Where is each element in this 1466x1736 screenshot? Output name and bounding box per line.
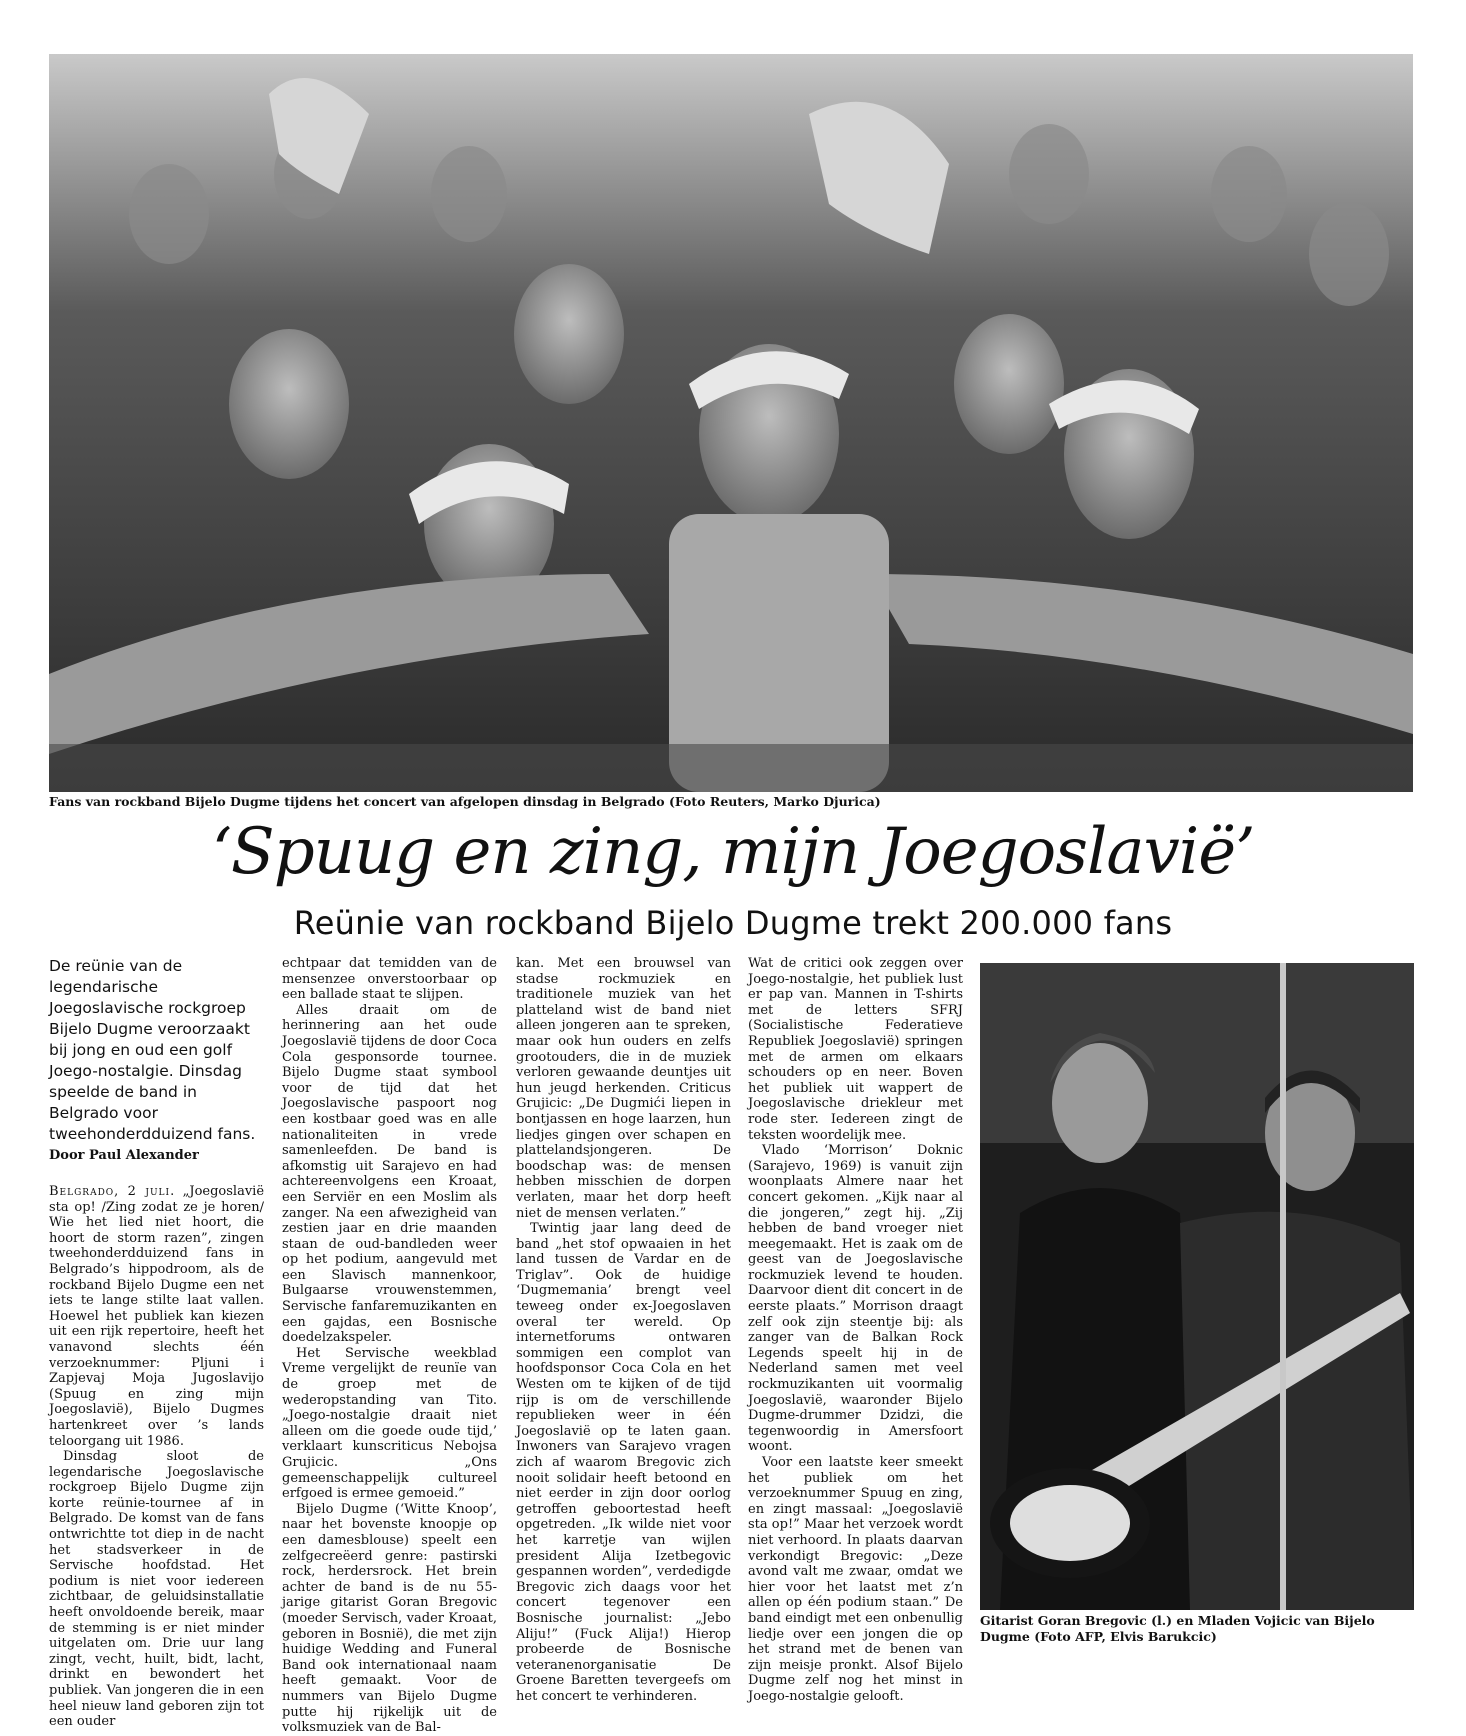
- paragraph: Voor een laatste keer smeekt het publiek om het verzoeknummer Spuug en zing, en zingt massaal: „Joegoslavië sta op!” Maar het verzoek wordt niet verhoord. In plaats daarvan verkondigt Bregovic: „Deze avond valt me zwaar, omdat we hier voor het laatst met z’n allen op één podium staan.” De band eindigt met een onbenullig liedje over een jongen die op het strand met de benen van zijn meisje pronkt. Alsof Bijelo Dugme zelf nog het minst in Joego-nostalgie gelooft.: [748, 1455, 963, 1704]
- paragraph: Dinsdag sloot de legendarische Joegoslavische rockgroep Bijelo Dugme zijn korte reünie-tournee af in Belgrado. De komst van de fans ontwrichtte tot diep in de nacht het stadsverkeer in de Servische hoofdstad. Het podium is niet voor iedereen zichtbaar, de geluidsinstallatie heeft onvoldoende bereik, maar de stemming is er niet minder uitgelaten om. Drie uur lang zingt, vecht, huilt, bidt, lacht, drinkt en bewondert het publiek. Van jongeren die in een heel nieuw land geboren zijn tot een ouder: [49, 1449, 264, 1730]
- paragraph: Het Servische weekblad Vreme vergelijkt de reunïe van de groep met de wederopstanding van Tito. „Joego-nostalgie draait niet alleen om die goede oude tijd,’ verklaart kunscriticus Nebojsa Grujicic. „Ons gemeenschappelijk cultureel erfgoed is ermee gemoeid.”: [282, 1345, 497, 1502]
- paragraph: Alles draait om de herinnering aan het oude Joegoslavië tijdens de door Coca Cola gesponsorde tournee. Bijelo Dugme staat symbool voor de tijd dat het Joegoslavische paspoort nog een kostbaar goed was en alle nationaliteiten in vrede samenleefden. De band is afkomstig uit Sarajevo en had achtereenvolgens een Kroaat, een Serviër en een Moslim als zanger. Na een afwezigheid van zestien jaar en drie maanden staan de oud-bandleden weer op het podium, aangevuld met een Slavisch mannenkoor, Bulgaarse vrouwenstemmen, Servische fanfaremuzikanten en een gajdas, een Bosnische doedelzakspeler.: [282, 1002, 497, 1346]
- photo-caption-side: Gitarist Goran Bregovic (l.) en Mladen Vojicic van Bijelo Dugme (Foto AFP, Elvis Barukcic): [980, 1613, 1375, 1644]
- author-line: Door Paul Alexander: [49, 1148, 199, 1163]
- band-photo: [980, 963, 1414, 1610]
- article-column-1: [49, 1184, 264, 1730]
- article-column-2: [282, 956, 497, 1736]
- headline: ‘Spuug en zing, mijn Joegoslavië’: [211, 815, 1255, 889]
- article-column-4: [748, 956, 963, 1705]
- subheadline: Reünie van rockband Bijelo Dugme trekt 200.000 fans: [293, 904, 1173, 942]
- paragraph: kan. Met een brouwsel van stadse rockmuziek en traditionele muziek van het platteland wist de band niet alleen jongeren aan te spreken, maar ook hun ouders en zelfs grootouders, die in de muziek verloren gewaande deuntjes uit hun jeugd herkenden. Criticus Grujicic: „De Dugmići liepen in bontjassen en hoge laarzen, hun liedjes gingen over schapen en plattelandsjongeren. De boodschap was: de mensen hebben misschien de dorpen verlaten, maar het dorp heeft niet de mensen verlaten.”: [516, 956, 731, 1221]
- article-column-3: [516, 956, 731, 1705]
- paragraph: Wat de critici ook zeggen over Joego-nostalgie, het publiek lust er pap van. Mannen in T-shirts met de letters SFRJ (Socialistische Federatieve Republiek Joegoslavië) springen met de armen om elkaars schouders op en neer. Boven het publiek uit wappert de Joegoslavische driekleur met rode ster. Iedereen zingt de teksten woordelijk mee.: [748, 956, 963, 1143]
- paragraph: Vlado ‘Morrison’ Doknic (Sarajevo, 1969) is vanuit zijn woonplaats Almere naar het concert gekomen. „Kijk naar al die jongeren,” zegt hij. „Zij hebben de band vroeger niet meegemaakt. Het is zaak om de geest van de Joegoslavische rockmuziek levend te houden. Daarvoor dient dit concert in de eerste plaats.” Morrison draagt zelf ook zijn steentje bij: als zanger van de Balkan Rock Legends speelt hij in de Nederland samen met veel rockmuzikanten uit voormalig Joegoslavië, waaronder Bijelo Dugme-drummer Dzidzi, die tegenwoordig in Amersfoort woont.: [748, 1143, 963, 1455]
- paragraph: Bijelo Dugme (‘Witte Knoop’, naar het bovenste knoopje op een damesblouse) speelt een zelfgecreëerd genre: pastirski rock, herdersrock. Het brein achter de band is de nu 55-jarige gitarist Goran Bregovic (moeder Servisch, vader Kroaat, geboren in Bosnië), die met zijn huidige Wedding and Funeral Band ook internationaal naam heeft gemaakt. Voor de nummers van Bijelo Dugme putte hij rijkelijk uit de volksmuziek van de Bal-: [282, 1501, 497, 1736]
- paragraph: „Joegoslavië sta op! /Zing zodat ze je horen/ Wie het lied niet hoort, die hoort de storm razen”, zingen tweehonderdduizend fans in Belgrado’s hippodroom, als de rockband Bijelo Dugme een net iets te lange stilte laat vallen. Hoewel het publiek kan kiezen uit een rijk repertoire, heeft het vanavond slechts één verzoeknummer: Pljuni i Zapjevaj Moja Jugoslavijo (Spuug en zing mijn Joegoslavië), Bijelo Dugmes hartenkreet over ’s lands teloorgang uit 1986.: [49, 1184, 265, 1449]
- crowd-photo: [49, 54, 1413, 792]
- paragraph: Twintig jaar lang deed de band „het stof opwaaien in het land tussen de Vardar en de Triglav”. Ook de huidige ‘Dugmemania’ brengt veel teweeg onder ex-Joegoslaven overal ter wereld. Op internetforums ontwaren sommigen een complot van hoofdsponsor Coca Cola en het Westen om te kijken of de tijd rijp is om de verschillende republieken weer in één Joegoslavië op te laten gaan. Inwoners van Sarajevo vragen zich af waarom Bregovic zich nooit solidair heeft betoond en niet eerder in zijn door oorlog getroffen geboortestad heeft opgetreden. „Ik wilde niet voor het karretje van wijlen president Alija Izetbegovic gespannen worden”, verdedigde Bregovic zich daags voor het concert tegenover een Bosnische journalist: „Jebo Aliju!” (Fuck Alija!) Hierop probeerde de Bosnische veteranenorganisatie De Groene Baretten tevergeefs om het concert te verhinderen.: [516, 1221, 731, 1704]
- photo-caption-top: Fans van rockband Bijelo Dugme tijdens het concert van afgelopen dinsdag in Belgrado (Foto Reuters, Marko Djurica): [49, 794, 881, 809]
- paragraph: echtpaar dat temidden van de mensenzee onverstoorbaar op een ballade staat te slijpen.: [282, 956, 497, 1003]
- intro-lead: De reünie van de legendarische Joegoslavische rockgroep Bijelo Dugme veroorzaakt bij jong en oud een golf Joego-nostalgie. Dinsdag speelde de band in Belgrado voor tweehonderdduizend fans.: [49, 957, 256, 1143]
- dateline: Belgrado, 2 juli.: [49, 1184, 176, 1199]
- byline: [49, 1148, 264, 1164]
